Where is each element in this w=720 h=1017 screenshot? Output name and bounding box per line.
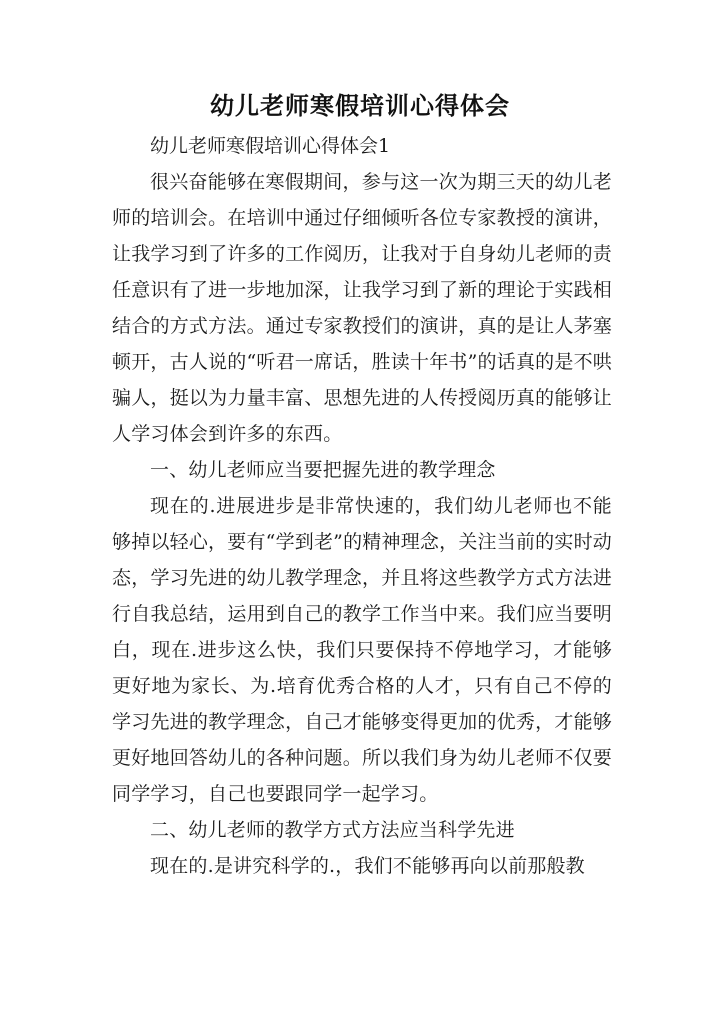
paragraph: 现在的.是讲究科学的.，我们不能够再向以前那般教 [150, 855, 585, 877]
section-heading: 二、幼儿老师的教学方式方法应当科学先进 [150, 819, 515, 841]
document-title: 幼儿老师寒假培训心得体会 [210, 92, 510, 120]
section-heading: 一、幼儿老师应当要把握先进的教学理念 [150, 459, 496, 481]
paragraph: 现在的.进展进步是非常快速的，我们幼儿老师也不能够掉以轻心，要有“学到老”的精神理念，关注当前的实时动态，学习先进的幼儿教学理念，并且将这些教学方式方法进行自我总结，运用到自己的教学工作当中来。我们应当要明白，现在.进步这么快，我们只要保持不停地学习，才能够更好地为家长、为.培育优秀合格的人才，只有自己不停的学习先进的教学理念，自己才能够变得更加的优秀，才能够更好地回答幼儿的各种问题。所以我们身为幼儿老师不仅要同学学习，自己也要跟同学一起学习。 [112, 495, 612, 805]
document-subtitle: 幼儿老师寒假培训心得体会1 [150, 135, 391, 157]
paragraph: 很兴奋能够在寒假期间，参与这一次为期三天的幼儿老师的培训会。在培训中通过仔细倾听各位专家教授的演讲，让我学习到了许多的工作阅历，让我对于自身幼儿老师的责任意识有了进一步地加深，让我学习到了新的理论于实践相结合的方式方法。通过专家教授们的演讲，真的是让人茅塞顿开，古人说的“听君一席话，胜读十年书”的话真的是不哄骗人，挺以为力量丰富、思想先进的人传授阅历真的能够让人学习体会到许多的东西。 [112, 171, 612, 445]
document-body [112, 128, 612, 884]
